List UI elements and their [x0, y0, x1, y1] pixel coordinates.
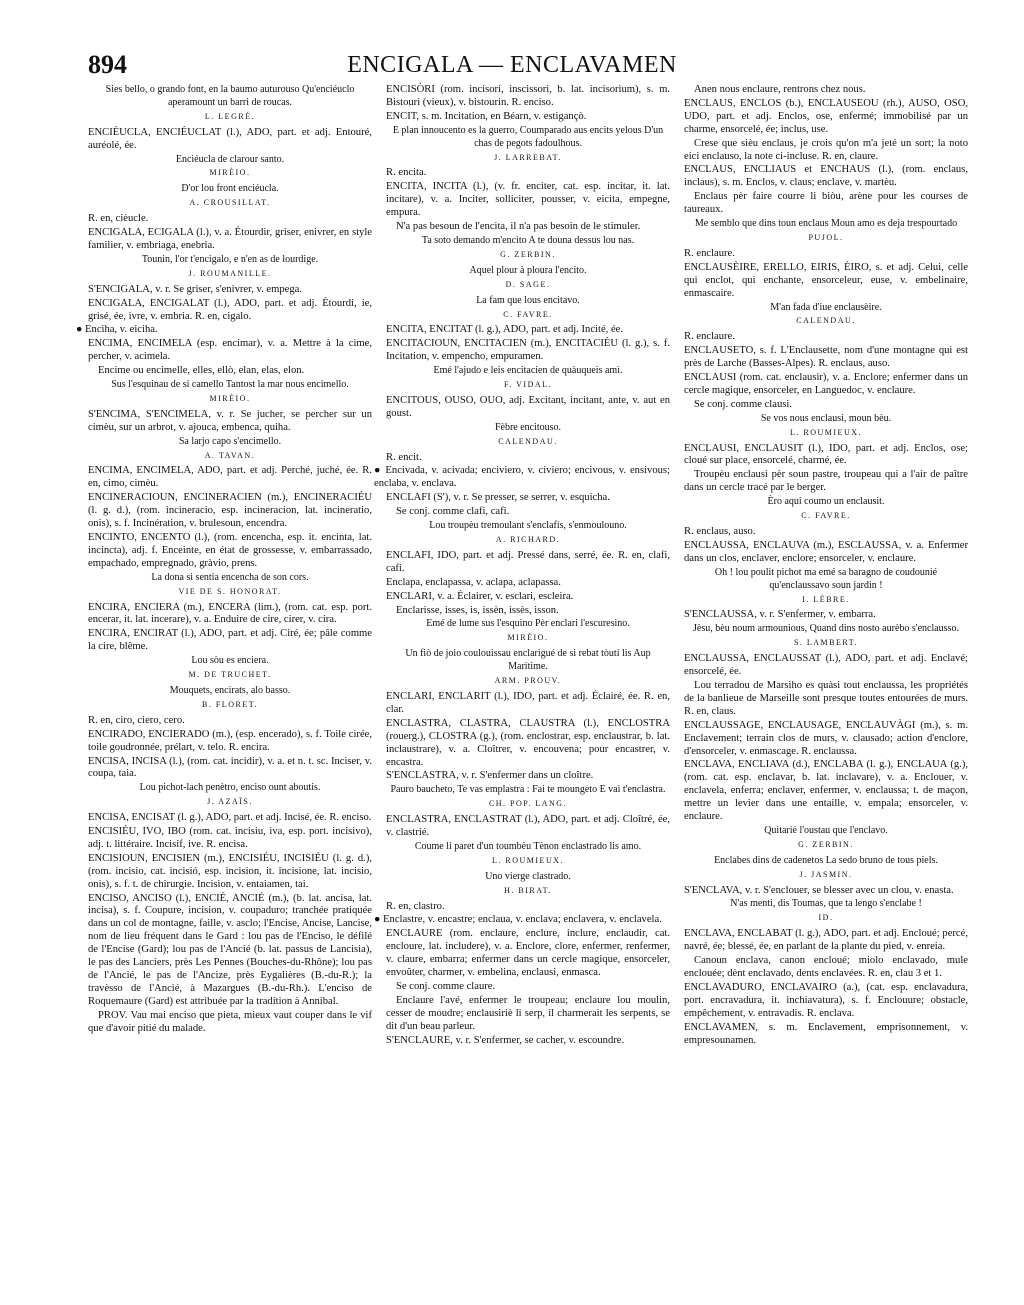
dictionary-entry: Enclapa, enclapassa, v. aclapa, aclapassa. — [386, 576, 561, 588]
citation-source: J. ROUMANILLE. — [188, 268, 272, 278]
citation-verse: Mouquets, encirats, alo basso. — [169, 684, 291, 696]
dictionary-entry: ENCIMA, ENCIMELA, ADO, part. et adj. Perché, juché, ée. R. en, cimo, cimèu. — [88, 465, 372, 490]
citation-verse: Lou sòu es enciera. — [191, 655, 269, 667]
dictionary-entry: ENCLAUS, ENCLIAUS et ENCHAUS (l.), (rom. enclaus, inclaus), s. m. Enclos, v. claus; enclave, v. martèu. — [684, 164, 968, 189]
dictionary-entry: ENCIRA, ENCIRAT (l.), ADO, part. et adj. Ciré, ée; pâle comme la cire, blême. — [88, 628, 372, 653]
dictionary-entry: S'ENCLASTRA, v. r. S'enfermer dans un cloître. — [386, 770, 594, 782]
citation-verse: Uno vierge clastrado. — [485, 870, 571, 882]
dictionary-entry: ENCITA, INCITA (l.), (v. fr. enciter, cat. esp. incitar, it. lat. incitare), v. a. Inciter, solliciter, pousser, v. eicita, empegne, empura. — [386, 181, 670, 219]
dictionary-entry: ENCINERACIOUN, ENCINERACIEN (m.), ENCINERACIÉU (l. g. d.), (rom. incineracio, esp. incineracion, lat. incineratio, onis), s. f. Incinération, v. brulesoun, encendra. — [88, 492, 372, 530]
dictionary-entry: ENCLAUSI (rom. cat. enclausir), v. a. Enclore; enfermer dans un cercle magique, ensorceler, en Languedoc, v. enclaure. — [684, 372, 968, 396]
citation-source: F. VIDAL. — [503, 380, 553, 390]
running-head: ENCIGALA — ENCLAVAMEN — [347, 52, 677, 78]
citation-source: CALENDAU. — [498, 436, 558, 446]
cross-reference: ● Enciha, v. eiciha. — [76, 324, 158, 336]
citation-source: A. CROUSILLAT. — [189, 198, 271, 208]
citation-source: G. ZERBIN. — [798, 839, 854, 849]
citation-verse: Jèsu, bèu noum armounious, Quand dins nosto aurèbo s'enclausso. — [693, 623, 959, 635]
citation-verse: M'an fada d'iue enclausèire. — [770, 301, 882, 313]
dictionary-entry: ENCIMA, ENCIMELA (esp. encimar), v. a. Mettre à la cime, percher, v. acimela. — [88, 338, 372, 363]
citation-verse: Me semblo que dins toun enclaus Moun amo es deja trespourtado — [694, 218, 958, 230]
dictionary-entry: ENCLAUSETO, s. f. L'Enclausette, nom d'une montagne qui est près de Larche (Basses-Alpes). R. enclaus, auso. — [684, 345, 968, 370]
dictionary-entry: ENCISÒRI (rom. incisori, inscissori, b. lat. incisorium), s. m. Bistouri (vieux), v. bistourin. R. enciso. — [386, 84, 670, 108]
dictionary-entry: ENCLAVA, ENCLIAVA (d.), ENCLABA (l. g.), ENCLAUA (g.), (rom. cat. esp. enclavar, b. lat. inclavare), v. a. Enclouer, v. enclavela, enferra; enclaver, enfermer, v. enclaussa; t. de maçon, mettre un levier dans une entaille, v. empala; ensorceler, v. enclaure. — [684, 759, 968, 823]
dictionary-entry: ENCLAUSSAGE, ENCLAUSAGE, ENCLAUVÀGI (m.), s. m. Enclavement; terrain clos de murs, v. clausado; action d'enclore, d'ensorceler, v. enmascage. R. enclaussa. — [684, 719, 968, 757]
citation-source: L. ROUMIEUX. — [492, 855, 564, 865]
dictionary-columns — [76, 84, 968, 1284]
dictionary-entry: ENCISA, INCISA (l.), (rom. cat. incidir), v. a. et n. t. sc. Inciser, v. coupa, taia. — [88, 755, 372, 780]
citation-verse: Quitarié l'oustau que l'enclavo. — [764, 824, 888, 836]
dictionary-entry: Enclaus pèr faire courre li biòu, arène pour les courses de taureaux. — [684, 191, 968, 216]
citation-source: B. FLORET. — [202, 699, 258, 709]
column-left — [76, 84, 372, 1284]
citation-source: MIRÈIO. — [209, 168, 251, 178]
dictionary-entry: ENCINTO, ENCENTO (l.), (rom. encencha, esp. it. encinta, lat. incincta), adj. f. Enceinte, en état de grossesse, v. embarrassado, empachado, empregnado, gràvio, prens. — [88, 532, 372, 569]
column-right — [684, 84, 968, 1284]
dictionary-entry: ENCLARI, ENCLARIT (l.), IDO, part. et adj. Éclairé, ée. R. en, clar. — [386, 690, 670, 715]
dictionary-entry: ENCIT, s. m. Incitation, en Béarn, v. estigançò. — [386, 110, 587, 122]
citation-verse: La fam que lous encitavo. — [476, 294, 580, 306]
citation-verse: Pauro baucheto, Te vas emplastra : Fai te moungeto E vai t'enclastra. — [390, 784, 666, 796]
citation-verse: Aquel plour à ploura l'encito. — [469, 264, 587, 276]
dictionary-entry: ENCISIOUN, ENCISIEN (m.), ENCISIÉU, INCISIÉU (l. g. d.), (rom. incisio, cat. incisió, esp. incision, it. incisione, lat. incisio, onis), s. f. t. de chirurgie. Incision, v. entaiamen, tai. — [88, 852, 372, 890]
citation-source: ID. — [818, 913, 834, 923]
dictionary-entry: ENCLAFI (S'), v. r. Se presser, se serrer, v. esquicha. — [386, 492, 610, 504]
citation-source: L. ROUMIEUX. — [790, 427, 862, 437]
citation-verse: Lou troupèu tremoulant s'enclafis, s'enmoulouno. — [429, 520, 627, 532]
dictionary-entry: ENCISA, ENCISAT (l. g.), ADO, part. et adj. Incisé, ée. R. enciso. — [88, 812, 372, 824]
citation-source: VIE DE S. HONORAT. — [178, 586, 282, 596]
citation-verse: Sa larjo capo s'encimello. — [178, 435, 282, 447]
dictionary-entry: R. enclaure. — [684, 247, 735, 259]
dictionary-entry: Anen nous enclaure, rentrons chez nous. — [694, 84, 866, 95]
citation-source: D. SAGE. — [505, 279, 551, 289]
dictionary-entry: ENCISIÉU, IVO, IBO (rom. cat. incisiu, iva, esp. port. incisivo), adj. t. littéraire. Incisif, ive. R. encisa. — [88, 826, 372, 850]
citation-verse: Sies bello, o grando font, en la baumo auturouso Qu'enciéuclo aperamount un barri de roucas. — [105, 84, 355, 108]
dictionary-entry: S'ENCIMA, S'ENCIMELA, v. r. Se jucher, se percher sur un cimèu, sur un arbrot, v. ajouca, embenca, quiha. — [88, 408, 372, 433]
citation-verse: Emé de lume sus l'esquino Pèr enclari l'escuresino. — [426, 618, 630, 630]
citation-verse: N'as menti, dis Toumas, que ta lengo s'enclabe ! — [730, 898, 922, 910]
dictionary-entry: R. enclaus, auso. — [684, 526, 756, 537]
dictionary-entry: ENCLAVAMEN, s. m. Enclavement, emprisonnement, v. empresounamen. — [684, 1021, 968, 1046]
citation-verse: Oh ! lou poulit pichot ma emé sa baragno de coudounié qu'enclaussavo soun jardin ! — [714, 566, 938, 591]
dictionary-entry: Se conj. comme clafi, cafi. — [396, 506, 510, 518]
dictionary-entry: Se conj. comme clausi. — [694, 398, 792, 410]
cross-reference: ● Enclastre, v. encastre; enclaua, v. enclava; enclavera, v. enclavela. — [374, 914, 662, 926]
dictionary-entry: R. en, ciro, ciero, cero. — [88, 714, 185, 726]
citation-source: MIRÈIO. — [209, 393, 251, 403]
dictionary-entry: ENCLASTRA, ENCLASTRAT (l.), ADO, part. et adj. Cloîtré, ée, v. clastrié. — [386, 814, 670, 839]
citation-source: H. BIRAT. — [504, 885, 552, 895]
dictionary-entry: R. enclaure. — [684, 331, 735, 343]
dictionary-entry: N'a pas besoun de l'encita, il n'a pas besoin de le stimuler. — [396, 221, 641, 233]
citation-source: C. FAVRE. — [801, 511, 851, 521]
dictionary-entry: ENCIÉUCLA, ENCIÉUCLAT (l.), ADO, part. et adj. Entouré, auréolé, ée. — [88, 126, 372, 151]
citation-source: L. LEGRÉ. — [204, 111, 256, 121]
citation-verse: Se vos nous enclausi, moun bèu. — [760, 412, 892, 424]
dictionary-entry: ENCLAUSSA, ENCLAUSSAT (l.), ADO, part. et adj. Enclavé; ensorcelé, ée. — [684, 653, 968, 678]
dictionary-entry: ENCLAUS, ENCLOS (b.), ENCLAUSEOU (rh.), AUSO, OSO, UDO, part. et adj. Enclos, ose, enfermé; immobilisé par un charme, ensorcelé, ée; inclus, use. — [684, 97, 968, 135]
dictionary-entry: ENCITOUS, OUSO, OUO, adj. Excitant, incitant, ante, v. aut en goust. — [386, 394, 670, 419]
column-middle — [374, 84, 670, 1284]
citation-verse: Sus l'esquinau de si camello Tantost la mar nous encimello. — [111, 379, 349, 391]
dictionary-entry: S'ENCLAURE, v. r. S'enfermer, se cacher, v. escoundre. — [386, 1034, 625, 1046]
dictionary-entry: ENCISO, ANCISO (l.), ENCIÉ, ANCIÉ (m.), (b. lat. ancisa, lat. incisa), s. f. Coupure, incision, v. coupaduro; tranchée pratiquée dans un col de montagne, faille, v. asclo; l'Encise, Ancise, Lancise, nom de lieu fréquent dans le Gard : lou pas de l'Enciso, le défilé de l'Encise (Gard); lou pas de l'Ancié (b. lat. passus de Lancisia), le pas des Lanciers, près Les Pennes (Bouches-du-Rhône); lou pas de l'Ancié, le pas de l'Ancize, près Eygalières (B.-du-R.); la travèsso de l'Ancié, à Mazargues (B.-du-Rh.). L'enciso de Roquemaure (Gard) est attribuée par la tradition à Annibal. — [88, 892, 372, 1007]
citation-verse: La dona si sentia encencha de son cors. — [151, 571, 309, 583]
dictionary-entry: ENCLAUSÈIRE, ERELLO, EIRIS, ÈIRO, s. et adj. Celui, celle qui enclot, qui enchante, ensorceleur, euse, v. embelinaire, enmascaire. — [684, 261, 968, 299]
dictionary-entry: ENCLAFI, IDO, part. et adj. Pressé dans, serré, ée. R. en, clafi, cafi. — [386, 549, 670, 574]
dictionary-entry: Crese que sièu enclaus, je crois qu'on m'a jeté un sort; la noto eici enclauso, la note ci-incluse. R. en, claure. — [684, 137, 968, 162]
citation-verse: Tounin, l'or t'encigalo, e n'en as de lourdige. — [141, 253, 319, 265]
dictionary-entry: ENCIGALA, ECIGALA (l.), v. a. Étourdir, griser, enivrer, en style familier, v. embriaga, enebria. — [88, 227, 372, 251]
dictionary-entry: ENCIRA, ENCIERA (m.), ENCERA (lim.), (rom. cat. esp. port. encerar, it. lat. incerare), v. a. Enduire de cire, cirer, v. cira. — [88, 601, 372, 626]
citation-verse: Ta soto demando m'encito A te douna dessus lou nas. — [421, 234, 635, 246]
dictionary-entry: S'ENCLAUSSA, v. r. S'enfermer, v. embarra. — [684, 609, 876, 621]
citation-source: CH. POP. LANG. — [488, 799, 568, 809]
citation-source: M. DE TRUCHET. — [188, 670, 272, 680]
dictionary-entry: R. encita. — [386, 167, 427, 179]
citation-source: J. LARREBAT. — [494, 152, 562, 162]
citation-source: J. JASMIN. — [799, 869, 853, 879]
dictionary-entry: S'ENCIGALA, v. r. Se griser, s'enivrer, v. empega. — [88, 283, 303, 295]
citation-source: A. RICHARD. — [495, 535, 561, 544]
dictionary-entry: ENCLAVA, ENCLABAT (l. g.), ADO, part. et adj. Encloué; percé, navré, ée; blessé, ée, en parlant de la plante du pied, v. enreia. — [684, 928, 968, 953]
dictionary-entry: R. en, cièucle. — [88, 213, 149, 225]
dictionary-entry: Troupèu enclausi pèr soun pastre, troupeau qui a l'air de paître dans un cercle tracé par le berger. — [684, 469, 968, 494]
citation-verse: Un fiò de joio coulouissau enclarigué de si rebat tòuti lis Aup Maritime. — [405, 648, 651, 673]
citation-verse: Enciéucla de clarour santo. — [175, 153, 285, 165]
citation-verse: Fèbre encitouso. — [494, 421, 562, 433]
dictionary-entry: S'ENCLAVA, v. r. S'enclouer, se blesser avec un clou, v. enasta. — [684, 884, 954, 896]
citation-source: CALENDAU. — [796, 316, 856, 326]
dictionary-entry: ENCLAURE (rom. enclaure, enclure, inclure, enclaudir, cat. encloure, lat. includere), v. a. Enclore, clore, enfermer, renfermer, v. claure, embarra; enfermer dans un cercle magique, ensorceler, envoûter, charmer, v. embelina, enclausi, enmasca. — [386, 928, 670, 979]
dictionary-entry: R. encit. — [386, 451, 422, 463]
dictionary-entry: ENCLARI, v. a. Éclairer, v. esclari, escleira. — [386, 590, 574, 602]
cross-reference: ● Encivada, v. acivada; enciviero, v. civiero; encivous, v. ensivous; enclaba, v. enclava. — [374, 465, 670, 490]
dictionary-entry: ENCLASTRA, CLASTRA, CLAUSTRA (l.), ENCLOSTRA (rouerg.), CLOSTRA (g.), (rom. enclostrar, esp. enclaustrar, b. lat. inclaustrare), v. a. Cloîtrer, v. encouvena; pour encastrer, v. encastra. — [386, 717, 670, 768]
dictionary-entry: ENCITA, ENCITAT (l. g.), ADO, part. et adj. Incité, ée. — [386, 324, 623, 336]
citation-verse: Èro aqui coumo un enclausit. — [767, 496, 885, 508]
citation-source: I. LÈBRE. — [802, 594, 850, 604]
citation-verse: Enclabes dins de cadenetos La sedo bruno de tous piels. — [714, 854, 938, 866]
citation-source: G. ZERBIN. — [500, 249, 556, 259]
dictionary-entry: Se conj. comme claure. — [396, 981, 496, 992]
citation-verse: E plan innoucento es la guerro, Coumparado aus encits yelous D'un chas de pegots fadoulhous. — [392, 124, 664, 149]
dictionary-entry: PROV. Vau mai enciso que pieta, mieux vaut couper dans le vif que d'avoir pitié du malade. — [88, 1009, 372, 1034]
dictionary-entry: Encime ou encimelle, elles, ellò, elan, elas, elon. — [98, 365, 305, 377]
citation-verse: Emé l'ajudo e leis encitacien de quàuqueis amì. — [433, 365, 623, 377]
citation-source: ARM. PROUV. — [494, 676, 562, 686]
dictionary-entry: Lou terradou de Marsiho es quàsi tout enclaussa, les propriétés de la banlieue de Marseille sont presque toutes entourées de murs. R. en, claus. — [684, 679, 968, 717]
citation-source: S. LAMBERT. — [793, 638, 859, 648]
dictionary-entry: ENCLAUSSA, ENCLAUVA (m.), ESCLAUSSA, v. a. Enfermer dans un clos, enclaver, enclore; ensorceler, v. enclaure. — [684, 539, 968, 564]
citation-source: A. TAVAN. — [204, 450, 256, 460]
citation-source: J. AZAÏS. — [207, 797, 253, 807]
citation-source: MIRÈIO. — [507, 633, 549, 643]
dictionary-entry: ENCITACIOUN, ENCITACIEN (m.), ENCITACIÉU (l. g.), s. f. Incitation, v. empencho, empuramen. — [386, 338, 670, 363]
dictionary-entry: R. en, clastro. — [386, 900, 445, 912]
dictionary-entry: ENCIRADO, ENCIERADO (m.), (esp. encerado), s. f. Toile cirée, toile goudronnée, prélart, v. telo. R. encira. — [88, 728, 372, 753]
dictionary-entry: Enclaure l'avé, enfermer le troupeau; enclaure lou moulin, cesser de moudre; enclausiriè li serp, il charmerait les serpents, se dit d'un beau parleur. — [386, 994, 670, 1032]
dictionary-entry: Enclarisse, isses, is, issèn, issès, isson. — [396, 604, 559, 616]
page-number: 894 — [88, 50, 127, 79]
dictionary-entry: ENCIGALA, ENCIGALAT (l.), ADO, part. et adj. Étourdi, ie, grisé, ée, ivre, v. embria. R. en, cigalo. — [88, 297, 372, 322]
citation-verse: D'or lou front enciéucla. — [181, 183, 279, 195]
citation-verse: Coume li paret d'un toumbèu Tènon enclastrado lis amo. — [414, 840, 642, 852]
dictionary-entry: ENCLAUSI, ENCLAUSIT (l.), IDO, part. et adj. Enclos, ose; cloué sur place, ensorcelé, charmé, ée. — [684, 442, 968, 467]
citation-verse: Lou pichot-lach penètro, enciso ount aboutis. — [139, 782, 321, 794]
dictionary-entry: Canoun enclava, canon encloué; miolo enclavado, mule enclouée; dènt enclavado, dents enclavées. R. en, clau 3 et 1. — [684, 955, 968, 979]
citation-source: PUJOL. — [808, 232, 844, 242]
dictionary-entry: ENCLAVADURO, ENCLAVAIRO (a.), (cat. esp. enclavadura, port. encravadura, it. inchiavatura), s. f. Enclouure; obstacle, empêchement, v. entravadis. R. enclava. — [684, 981, 968, 1019]
citation-source: C. FAVRE. — [503, 309, 553, 319]
